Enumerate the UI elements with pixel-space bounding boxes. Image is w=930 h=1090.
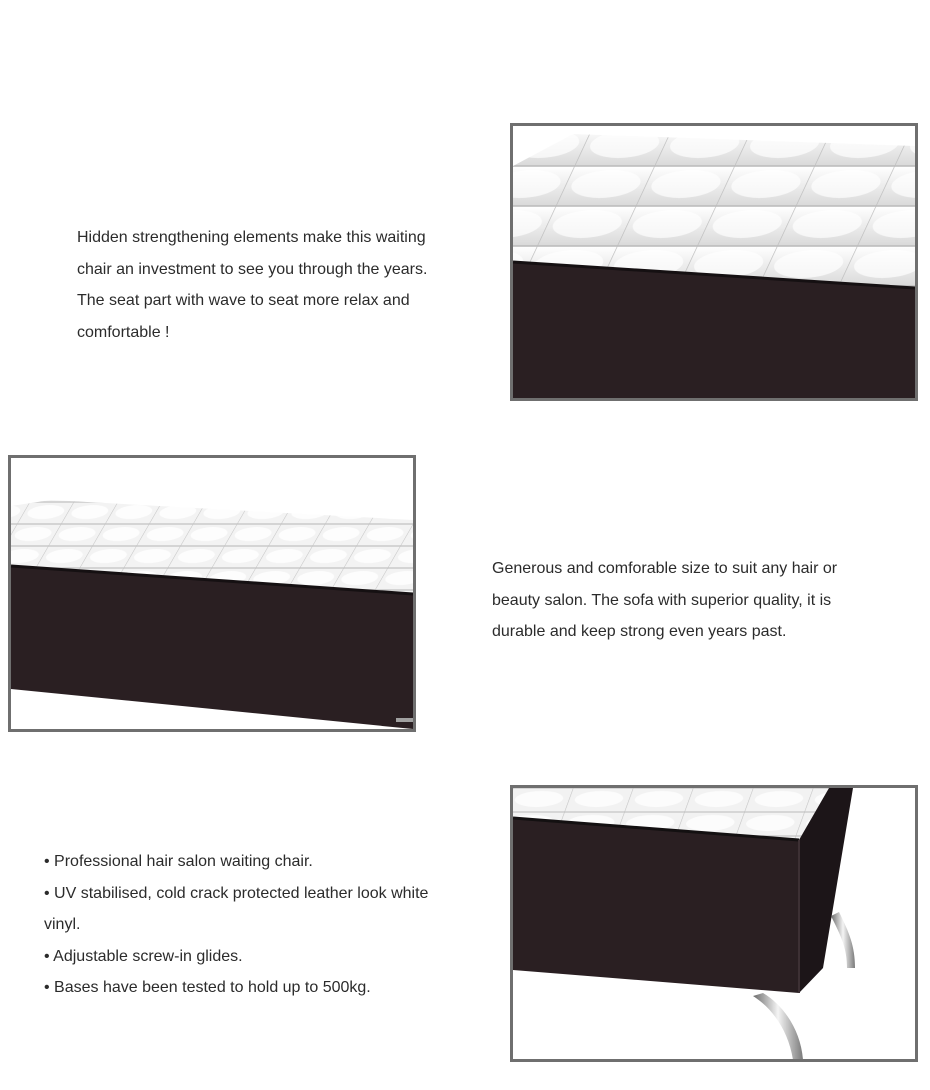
product-image-corner-legs	[510, 785, 918, 1062]
text-line: Generous and comforable size to suit any hair or	[492, 560, 838, 577]
text-line: beauty salon. The sofa with superior quality, it is	[492, 591, 832, 609]
corner-legs-illustration	[513, 788, 915, 1059]
text-line: The seat part with wave to seat more relax and	[77, 292, 410, 309]
feature-description-1	[77, 222, 477, 348]
feature-bullet-list	[44, 846, 484, 1004]
feature-description-2	[492, 553, 912, 648]
bullet-item: • Professional hair salon waiting chair.	[44, 853, 313, 870]
text-line: comfortable !	[77, 323, 170, 341]
product-image-seat-side	[8, 455, 416, 732]
text-line: durable and keep strong even years past.	[492, 623, 787, 640]
bullet-item: • Adjustable screw-in glides.	[44, 947, 243, 965]
bullet-item: vinyl.	[44, 916, 81, 933]
bullet-item: • Bases have been tested to hold up to 500kg.	[44, 979, 371, 996]
text-line: chair an investment to see you through the years.	[77, 260, 428, 278]
bullet-item: • UV stabilised, cold crack protected leather look white	[44, 884, 429, 902]
seat-side-illustration	[11, 458, 413, 729]
product-image-seat-closeup	[510, 123, 918, 401]
text-line: Hidden strengthening elements make this waiting	[77, 229, 426, 246]
seat-closeup-illustration	[513, 126, 915, 398]
